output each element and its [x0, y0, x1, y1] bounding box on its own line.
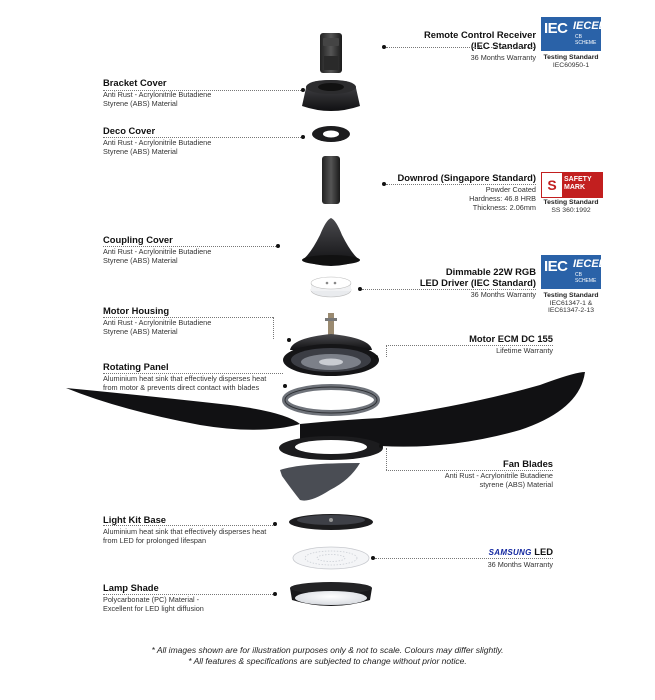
motor-housing-title: Motor Housing [103, 305, 170, 316]
cb-text: CB [575, 272, 582, 278]
deco-leader [103, 137, 303, 138]
iecee-text: IECEE [573, 258, 607, 270]
downrod-part [322, 156, 340, 204]
motor-housing-desc1: Anti Rust - Acrylonitrile Butadiene [103, 318, 212, 327]
led-leader [375, 558, 553, 559]
iec-badge-remote [541, 17, 607, 51]
fan-blades-leader-dot [379, 444, 383, 448]
motor-desc: Lifetime Warranty [496, 346, 553, 355]
rotating-panel-desc2: from motor & prevents direct contact with blades [103, 383, 260, 392]
coupling-cover-title: Coupling Cover [103, 234, 173, 245]
lamp-shade-leader [103, 594, 275, 595]
lamp-shade-desc1: Polycarbonate (PC) Material - [103, 595, 200, 604]
iec-badge-driver [541, 255, 607, 289]
downrod-std-value: SS 360:1992 [551, 206, 591, 214]
remote-receiver-title2: (IEC Standard) [470, 40, 536, 51]
coupling-leader [103, 246, 278, 247]
motor-housing-label [103, 305, 278, 336]
led-driver-title: Dimmable 22W RGB [445, 266, 536, 277]
downrod-label [380, 172, 536, 212]
led-driver-desc: 36 Months Warranty [470, 290, 536, 299]
remote-std-title: Testing Standard [543, 54, 599, 61]
motor-housing-leader-v [273, 317, 274, 339]
downrod-std-title: Testing Standard [543, 199, 599, 206]
motor-leader-dot [374, 355, 378, 359]
light-kit-base-desc2: from LED for prolonged lifespan [103, 536, 207, 545]
fan-blades-desc1: Anti Rust - Acrylonitrile Butadiene [444, 471, 553, 480]
led-driver-title2: LED Driver (IEC Standard) [419, 277, 536, 288]
iec-text: IEC [544, 20, 568, 37]
driver-testing-standard [534, 292, 608, 315]
cb-text: CB [575, 34, 582, 40]
rotating-panel-desc1: Aluminium heat sink that effectively disperses heat [103, 374, 267, 383]
coupling-cover-desc1: Anti Rust - Acrylonitrile Butadiene [103, 247, 212, 256]
fan-blades-desc2: styrene (ABS) Material [479, 480, 553, 489]
light-kit-base-desc1: Aluminium heat sink that effectively disperses heat [103, 527, 267, 536]
led-driver-leader-dot [358, 287, 362, 291]
safety-text: SAFETY [564, 176, 592, 183]
light-kit-leader [103, 525, 275, 526]
bracket-cover-label [103, 77, 273, 108]
rotating-panel-part [285, 387, 377, 413]
motor-housing-leader [103, 317, 273, 318]
light-kit-base-title: Light Kit Base [103, 514, 167, 525]
driver-std-title: Testing Standard [543, 292, 599, 299]
safety-mark-badge [541, 172, 603, 198]
bracket-cover-desc2: Styrene (ABS) Material [103, 99, 178, 108]
led-driver-label [380, 266, 536, 299]
motor-housing-desc2: Styrene (ABS) Material [103, 327, 178, 336]
rotating-panel-title: Rotating Panel [103, 361, 169, 372]
downrod-desc2: Hardness: 46.8 HRB [469, 194, 536, 203]
fan-blades-leader [386, 470, 553, 471]
deco-leader-dot [301, 135, 305, 139]
downrod-testing-standard [538, 199, 604, 214]
bracket-cover-part [302, 80, 360, 111]
lamp-shade-label [103, 582, 273, 613]
fan-blades-leader-v [386, 448, 387, 470]
remote-receiver-part [320, 33, 342, 73]
remote-receiver-title: Remote Control Receiver [423, 29, 536, 40]
motor-leader [386, 345, 553, 346]
coupling-cover-part [302, 218, 360, 266]
safety-mark-icon: S [542, 173, 562, 197]
deco-cover-desc1: Anti Rust - Acrylonitrile Butadiene [103, 138, 212, 147]
samsung-brand: SAMSUNG [488, 548, 532, 557]
led-driver-leader [362, 289, 536, 290]
footnote-line1: * All images shown are for illustration purposes only & not to scale. Colours may differ slightly. [151, 645, 504, 655]
mark-text: MARK [564, 184, 585, 191]
coupling-cover-desc2: Styrene (ABS) Material [103, 256, 178, 265]
scheme-text: SCHEME [575, 40, 597, 46]
remote-leader-dot [382, 45, 386, 49]
deco-cover-title: Deco Cover [103, 125, 156, 136]
remote-testing-standard [538, 54, 604, 69]
fan-blades-title: Fan Blades [502, 458, 553, 469]
downrod-leader-dot [382, 182, 386, 186]
iecee-text: IECEE [573, 20, 607, 32]
led-board-part [293, 547, 369, 569]
light-kit-base-label [103, 514, 278, 545]
deco-cover-part [312, 126, 350, 142]
remote-leader [386, 47, 536, 48]
deco-cover-desc2: Styrene (ABS) Material [103, 147, 178, 156]
motor-label [400, 333, 553, 355]
downrod-title: Downrod (Singapore Standard) [397, 172, 536, 183]
lamp-shade-desc2: Excellent for LED light diffusion [103, 604, 204, 613]
led-title: LED [534, 546, 553, 557]
lamp-shade-leader-dot [273, 592, 277, 596]
bracket-cover-desc1: Anti Rust - Acrylonitrile Butadiene [103, 90, 212, 99]
downrod-leader [386, 184, 536, 185]
scheme-text: SCHEME [575, 278, 597, 284]
rotating-leader [103, 373, 283, 374]
motor-housing-part [283, 313, 379, 376]
samsung-led-desc: 36 Months Warranty [487, 560, 553, 569]
coupling-leader-dot [276, 244, 280, 248]
driver-std-value1: IEC61347-1 & [549, 299, 593, 307]
remote-receiver-desc: 36 Months Warranty [470, 53, 536, 62]
lamp-shade-title: Lamp Shade [103, 582, 159, 593]
light-kit-base-part [289, 514, 373, 530]
bracket-leader [103, 90, 303, 91]
led-leader-dot [371, 556, 375, 560]
footnote-line2: * All features & specifications are subjected to change without prior notice. [188, 656, 467, 666]
motor-leader-v [386, 345, 387, 357]
coupling-cover-label [103, 234, 273, 265]
motor-housing-leader-dot [287, 338, 291, 342]
rotating-leader-dot [283, 384, 287, 388]
motor-title: Motor ECM DC 155 [469, 333, 553, 344]
lamp-shade-part [290, 582, 372, 606]
fan-blades-label [390, 458, 553, 489]
remote-receiver-label [390, 29, 536, 62]
deco-cover-label [103, 125, 273, 156]
bracket-cover-title: Bracket Cover [103, 77, 167, 88]
iec-text: IEC [544, 258, 568, 275]
driver-std-value2: IEC61347-2-13 [547, 307, 595, 314]
bracket-leader-dot [301, 88, 305, 92]
downrod-desc1: Powder Coated [485, 185, 536, 194]
downrod-desc3: Thickness: 2.06mm [472, 203, 536, 212]
led-driver-part [311, 277, 351, 297]
rotating-panel-label [103, 361, 283, 392]
light-kit-leader-dot [273, 522, 277, 526]
remote-std-value: IEC60950-1 [552, 61, 590, 69]
